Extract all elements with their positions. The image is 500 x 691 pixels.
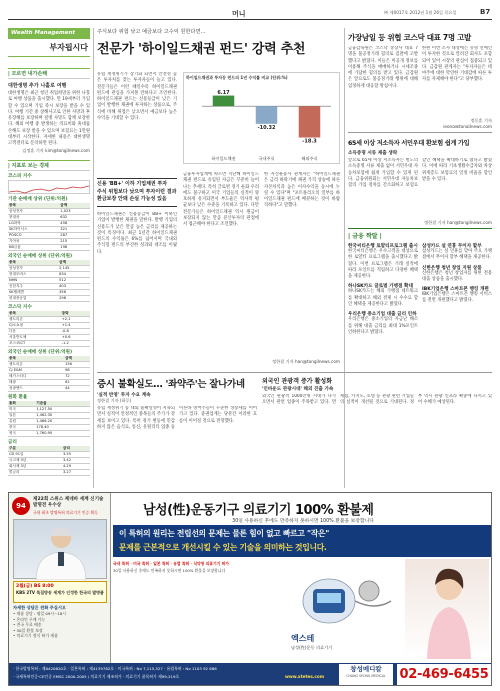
table-cell: 현대모비스 [8,271,58,277]
ad-big-line1: 이 특허의 원리는 전립선의 문제는 물론 힘이 없고 빠르고 "작은" [119,529,330,538]
finance-item-heading: 하나SK카드 글로벌 가맹점 확대 [348,284,413,290]
table-cell: 삼성전자 [8,265,58,271]
left-divider [93,28,94,488]
table-header-cell: 종목 [8,311,61,317]
table-cell: 일본 [8,412,35,418]
table-cell: SK텔레콤 [8,289,58,295]
table-row [8,295,90,301]
table-cell: CJ오쇼핑 [8,322,61,328]
model-photo [405,559,489,659]
table-row [8,385,90,391]
market-table-title: 코스닥 지수 [8,304,32,310]
table-cell: NHN [8,277,58,283]
right-rule-1 [348,132,492,133]
ad-company-bar [9,663,492,686]
second-byline: 정한결 기자 (하루) [97,398,132,403]
table-cell: 셀트리온 [8,316,61,322]
ad-badge: 94 [12,497,30,515]
table-cell: +2.1 [61,316,90,322]
main-headline: 전문가 '하이일드채권 펀드' 강력 추천 [97,42,306,57]
table-cell: 태광 [8,379,64,385]
table-cell: 1,023 [59,208,90,214]
table-cell: -0.8 [61,328,90,334]
ad-list-item: • 온라인 구매 가능 [13,616,46,622]
right-top-byline: 정동훈 기자 jeong@tongilnews.com [443,118,492,128]
ad-website[interactable]: www.xtetes.com [285,674,325,679]
finance-item-text: 신한은행은 청년 창업자를 위한 전용 대출 상품을 출시했다. [422,270,492,282]
main-kicker: 주식보다 위험 낮고 예금보다 고수익 원한다면… [97,29,206,35]
section-title: 머니 [232,10,246,18]
section1-byline: 김정훈 기자 kim@tongilnews.com [22,147,90,153]
product-image [289,561,399,631]
ad-list-title: 자세한 상담은 전화 주십시오 [13,605,66,610]
table-header-cell: 금액 [58,260,90,266]
main-subhead [97,178,177,207]
ad-big-line2: 문제를 근본적으로 개선시킬 수 있는 기술을 의미하는 것입니다. [119,543,327,552]
ad-left-panel [9,493,111,663]
market-table-title: 외국인 순매매 상위 (단위:억원) [8,253,73,259]
table-header-cell: 금액 [59,203,90,209]
market-table [8,446,90,476]
table-cell: 4.29 [62,463,90,469]
page-number: B7 [480,8,491,16]
table-cell: CJ E&M [8,367,64,373]
ad-tv-date: 2월(금) BS 8:00 [16,584,54,589]
ad-tv-box [13,581,107,603]
table-cell: 403 [58,283,90,289]
finance-item-text: 삼성카드는 설 연휴를 맞아 주요 가맹점에서 무이자 할부 혜택을 제공한다. [422,249,492,261]
table-cell: 1,127.50 [35,406,90,412]
ad-list [13,605,107,639]
table-header-cell: 구분 [8,446,62,452]
table-cell: 287 [59,232,90,238]
table-cell: -1.2 [61,340,90,346]
table-cell: 1,462.30 [35,412,90,418]
finance-item-text: IBK기업은행은 스마트폰 뱅킹 서비스를 전면 개편했다고 밝혔다. [422,292,492,304]
chart-category-label: 해외주식 [301,156,318,161]
main-col1: 하이일드채권은 신용등급이 BB+ 이하인 기업이 발행한 채권을 말한다. 발행 기업의 신용도가 낮은 만큼 높은 금리를 제공하는 것이 특징이다. 최근 1년간 하이일드채권 펀드의 수익률은 6%를 넘어서며 국내외 주식형 펀드의 부진한 성과와 대조를 이뤘다. [97,212,177,255]
ad-kids-title: 제22회 스위스 제네바 세계 신기술 발명전 우수상 [33,497,104,508]
ad-company-box [339,664,393,685]
table-cell: 1,760.90 [35,430,90,436]
table-cell: 유럽 [8,418,35,424]
table-cell: 44 [64,385,90,391]
main-subhead-text: 신용 'BB+' 이하 기업채권 투자 주식 위험보다 낮으며 투자이런 결과 환금보장 안돼 손실 가능성 있음 [97,181,177,202]
table-cell: POSCO [8,232,59,238]
table-cell: 성광벤드 [8,385,64,391]
table-cell: KB금융 [8,244,59,250]
section1-title: | 모르면 내가손해 [8,68,90,79]
chart-category-label: 하이일드채권 [211,156,236,161]
main-byline: 정한결 기자 han@tongilnews.com [272,359,340,364]
right-top-headline: 가장남일 등 위협 코스닥 대표 7명 고발 [348,33,471,42]
table-header-cell: 종목 [8,203,59,209]
table-cell: 298 [58,295,90,301]
ad-bottom-bar2: · 국제특허인증·CE인증 EMSC 2000-2005 / 의료기기 제조허가 · 의료기기 품목허가 제99-219호 [13,674,180,679]
table-cell: 중국 [8,424,35,430]
table-cell: 458 [59,220,90,226]
second-sub: '실적 반영' 투자 수요 계속 [97,393,151,398]
ad-list-item: • 의료기기 정식 허가 제품 [13,633,58,639]
table-cell: 198 [59,244,90,250]
table-cell: 1,466.20 [35,418,90,424]
chart-category-label: 국내주식 [258,156,275,161]
ad-main-title: 남성(性)운동기구 의료기기 100% 환불제 [143,503,374,518]
finance-item-heading: 신한은행 청년 창업 지원 상품 [422,265,482,271]
table-row [8,244,90,250]
ad-product-name: 엑스테 [291,634,315,643]
table-header-cell: 금리 [62,446,90,452]
table-cell: CD 91일 [8,451,62,457]
table-header-cell: 종목 [8,260,58,266]
finance-item-text: 한국씨티은행은 우수고객을 대상으로 한 로얄티 프로그램을 출시했다고 밝혔다. 이번 프로그램은 거래 실적에 따라 포인트를 적립하고 다양한 혜택을 제공한다. [348,249,418,280]
market-table [8,311,90,347]
ad-list-item: • 제품 상담 : 평일 09시~18시 [13,611,67,616]
right-top-col2: 한편 이번 조사 대상에는 유명 연예인이 투자한 것으로 알려진 회사도 포함되어 있어 시장의 관심이 집중되고 있다. 금감원 관계자는 "투자자들은 테마주에 대한 막연한 기대감에 따른 투자를 자제해야 한다"고 당부했다. [422,46,492,83]
table-cell: 기아차 [8,238,59,244]
table-header-cell: 등락 [61,311,90,317]
right-top-article [348,28,492,128]
market-table [8,203,90,251]
table-cell: 영국 [8,430,35,436]
table-cell: 98 [64,367,90,373]
table-cell: 321 [59,226,90,232]
table-cell: 신한지주 [8,283,58,289]
table-cell: SK하이닉스 [8,226,59,232]
finance-left-list [348,240,418,336]
ad-list-item: • 30일 환불 보장 [13,627,43,633]
table-cell: +1.4 [61,322,90,328]
wealth-logo [8,28,90,64]
table-cell: 215 [59,238,90,244]
side-headline: 외국인 관광객 증가 활성화 [262,378,333,385]
market-table-title: 외국인 순매매 상위 (단위:억원) [8,349,73,355]
market-table [8,401,90,437]
date-line: ㈜ 제0017호 2012년 1월 26일 목요일 [384,10,457,15]
ad-tv-line: KBS 2TV 특집방송 세계가 인정한 한국의 발명품 [16,590,104,595]
market-table-title: 금리 [8,439,17,445]
finance-right-list [422,240,492,305]
chart-value-label: -18.3 [302,138,317,145]
left-column [8,68,90,488]
table-cell: 3.42 [62,457,90,463]
market-table [8,260,90,302]
table-cell: 2,145 [58,265,90,271]
header-rule [8,19,492,20]
ad-sub-line: 30일 사용하신 후에도 만족하지 못하시면 100% 환불을 보장합니다 [232,519,374,524]
right-mid-sub: 소득증명 서류 제출 생략 [348,151,398,156]
second-article [97,376,257,488]
right-mid-headline: 65세 이상 저소득자 서민우대 환보험 쉽게 가입 [348,140,470,147]
table-cell: LG화학 [8,220,59,226]
main-col2: 금융투자업계에 따르면 지난해 하이일드채권 펀드로 유입된 자금은 꾸준히 늘어나는 추세다. 특히 글로벌 경기 둔화 우려에도 불구하고 미국 기업들의 실적이 양호하게 유지되면서 부도율은 역사적 평균보다 낮은 수준을 기록하고 있다. 다만 전문가들은 하이일드채권 역시 원금이 보장되지 않는 만큼 분산투자의 관점에서 접근해야 한다고 조언했다. [183,172,259,228]
table-cell: 72 [64,373,90,379]
ad-bottom-bar: · 한국발명특허 : 제0420620호 · 일본특허 : 제4139782호 · 미국특허 : No 7,115,527 · 유럽특허 : No 1103 92 686 [13,666,217,671]
ad-phone[interactable]: 02-469-6455 [397,664,491,685]
chart-svg [184,83,339,163]
table-cell: 미국 [8,406,35,412]
ad-company: 창성메디칼 [350,665,382,673]
table-cell: 메가스터디 [8,373,64,379]
market-tables [8,196,90,476]
right-mid-byline: 정한결 기자 han@tongilnews.com [424,220,492,225]
table-header-cell: 금액 [64,356,90,362]
table-cell: 회사채 3년 [8,463,62,469]
table-cell: 356 [58,289,90,295]
table-cell: 서울반도체 [8,334,61,340]
table-cell: 콜금리 [8,469,62,475]
table-cell: 현대중공업 [8,295,58,301]
table-header-cell: 종목 [8,356,64,362]
finance-item-heading: IBK기업은행 스마트폰 뱅킹 개편 [422,287,489,293]
ad-info-text [113,561,283,659]
finance-item-text: 우리은행은 중소기업의 자금난 해소를 위해 대출 금리를 최대 1%포인트 인하한다고 밝혔다. [348,317,418,335]
ad-company-en: CHANG SEONG MEDICAL [346,674,386,678]
ad-area [8,492,492,686]
table-row [8,469,90,475]
market-table [8,356,90,392]
market-table-title: 원화 환율 [8,394,28,400]
finance-item-heading: 우리은행 중소기업 대출 금리 인하 [348,312,417,318]
main-col3: 한 자산운용사 관계자는 "하이일드채권은 금리 하락기에 채권 가격 상승에 따른 자본차익과 높은 이자수익을 동시에 누릴 수 있다"며 "포트폴리오의 일부를 하이일드채권 펀드에 배분하는 것이 바람직하다"고 말했다. [264,172,340,209]
table-cell: 셀트리온 [8,361,64,367]
side-article [262,376,492,488]
chart-value-label: -10.32 [257,124,276,131]
side-text: 외국인 관광객 1000만명 시대가 다가오면서 관련 업종이 주목받고 있다. 면세점, 카지노, 호텔 등 관광 관련 기업들의 실적이 개선될 것으로 기대된다. 정부 역시 관광 인프라 확충에 나서고 있어 수혜가 예상된다. [262,394,492,406]
second-text: 유럽 재정위기 등 대외 불확실성이 지속되면서 실적이 안정적인 종목들의 주가가 강세를 보이고 있다. 특히 경기 변동에 민감하지 않은 음식료, 통신, 유틸리티 업종 등 이른바 방어주들이 꾸준한 상승세를 이어가고 있다. 증권업계는 당분간 이러한 흐름이 이어질 것으로 전망했다. [97,406,257,430]
table-cell: 834 [58,271,90,277]
side-sub: '인바운드 관광시대' 해외 진출 가속 [262,387,334,392]
chart-bar [299,106,321,137]
wealth-logo-bottom: 부자됩시다 [8,39,90,57]
chart-bar [256,106,278,124]
main-article [97,24,340,369]
ad-main [113,493,491,663]
section2-title: | 지표로 보는 경제 [8,160,90,171]
ad-banner [113,525,491,557]
table-header-cell: 기준율 [35,401,90,407]
table-cell: 632 [59,214,90,220]
second-headline: 증시 불확실도… '좌약주'는 잘나가네 [97,379,245,390]
chart-bar [213,96,235,107]
table-header-cell: 통화 [8,401,35,407]
second-rule [97,372,492,373]
doctor-photo [13,519,107,579]
market-table-title: 기관 순매매 상위 (단위:억원) [8,196,68,202]
table-cell: 3.55 [62,451,90,457]
table-cell: 현대차 [8,214,59,220]
finance-info [348,228,492,370]
finance-info-title: | 금융 짝딸 | [348,228,492,242]
chart-value-label: 6.17 [217,90,230,97]
table-cell: 156 [64,361,90,367]
wealth-logo-top: Wealth Management [8,28,90,39]
ad-product-sub: 남성(性)운동 의료기기 [291,645,333,650]
table-cell: 국고채 3년 [8,457,62,463]
table-cell: 포스코ICT [8,340,61,346]
table-row [8,430,90,436]
kospi-sparkline [8,180,90,194]
main-chart [183,72,340,164]
section1-heading: 대한생명 추가 나홀로 여행 [8,83,67,89]
right-mid-text: 앞으로 65세 이상 저소득자는 별도의 소득증명 서류 제출 없이 서민우대 자동차보험에 쉽게 가입할 수 있게 된다. 금융위원회는 서민우대 자동차보험의 가입 절차를 간소화하고 보험료 할인 혜택을 확대하기로 했다고 밝혔다. 이에 따라 기초생활수급자와 차상위계층도 보험료의 일정 비율을 할인받을 수 있다. [348,158,492,189]
right-top-col1: 금융감독원은 코스닥 상장사 대표 7명을 불공정거래 혐의로 검찰에 고발했다고 밝혔다. 이들은 미공개 정보를 이용해 주식을 매매하거나 시세조종에 가담한 혐의를 받고 있다. 금감원은 앞으로도 불공정거래 행위에 대해 엄정하게 대응할 방침이다. [348,46,418,89]
table-cell: 61 [64,379,90,385]
ad-list-item: • 전국 무료 배송 [13,622,42,628]
section2-sub: 코스피 지수 [8,173,32,179]
ad-bottom-text: 국내 특허 · 미국 특허 · 일본 특허 · 유럽 특허 · 식약청 의료기기 허가 [113,561,229,566]
right-mid-article [348,136,492,226]
main-intro: 유럽 재정위기가 장기화 되면서 안전성 높은 투자처를 찾는 투자자들이 늘고 있다. 전문가들은 이런 때일수록 하이일드채권 펀드에 관심을 가져볼 만하다고 조언한다. 하이일드채권 펀드는 신용등급이 낮은 기업이 발행한 채권에 투자하는 상품으로, 주식에 비해 위험은 낮으면서 예금보다 높은 수익을 기대할 수 있다. [97,72,177,122]
finance-item-heading: 한국씨티은행 로얄티프로그램 출시 [348,244,418,249]
chart-caption: 하이일드채권과 투자등 펀드의 1년 수익률 비교 (단위:%) [186,75,288,80]
table-row [8,340,90,346]
finance-item-text: 하나SK카드는 해외 가맹점 네트워크를 확대하고 해외 결제 시 수수료 할인 혜택을 제공한다고 밝혔다. [348,289,418,308]
table-cell: 3.27 [62,469,90,475]
table-cell: 다음 [8,328,61,334]
table-cell: 178.40 [35,424,90,430]
section1-text: 대한생명은 최근 청년 취업희망을 위한 나홀로 여행 상품을 출시했다. 만 19세부터 가입할 수 있으며 가입 즉시 보장을 받을 수 있다. 여행 기간 중 상해사고로 인한 사망과 후유장해를 보장하며 질병 사망도 함께 보장한다. 해외 여행 중 발생하는 의료비와 휴대품 손해도 보장 받을 수 있으며 보험료는 1만원대부터 시작한다. 자세한 내용은 대한생명 고객센터로 문의하면 된다. [8,91,90,147]
table-cell: 삼성전자 [8,208,59,214]
table-cell: 512 [58,277,90,283]
ad-kids-sub: 국내 최초 발명특허 의료기기 인증 획득 [33,510,98,515]
ad-sub-line-repeat: 30일 사용하신 후에도 만족하지 못하시면 100% 환불을 보장합니다 [113,568,226,574]
table-cell: +0.6 [61,334,90,340]
finance-item-heading: 삼성카드 설 연휴 무이자 할부 [422,244,482,249]
